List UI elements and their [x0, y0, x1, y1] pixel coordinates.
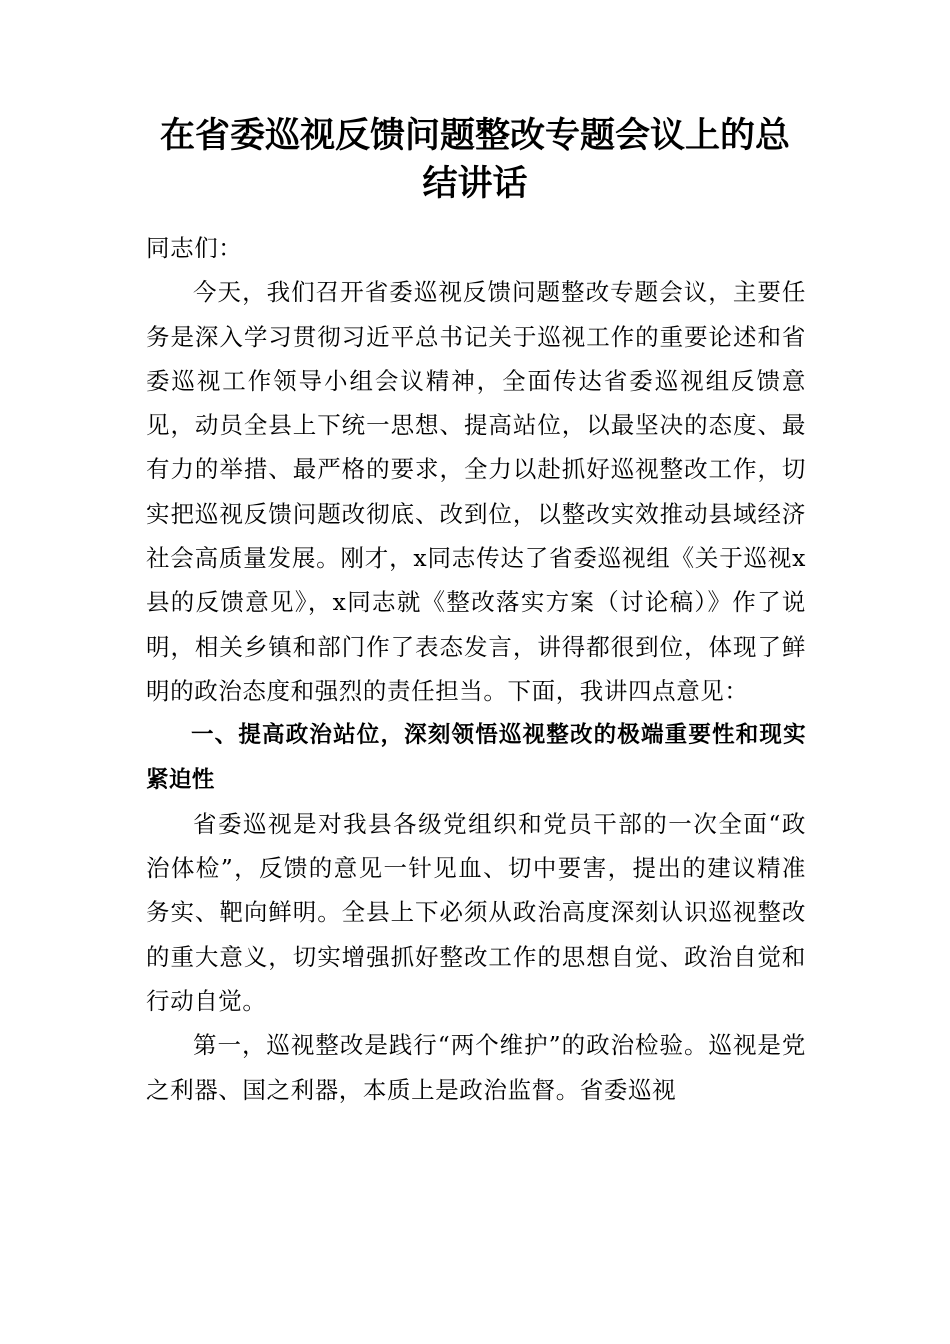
section-1-paragraph-1: 省委巡视是对我县各级党组织和党员干部的一次全面“政治体检”，反馈的意见一针见血、切中要害，提出的建议精准务实、靶向鲜明。全县上下必须从政治高度深刻认识巡视整改的重大意义，切实增强抓好整改工作的思想自觉、政治自觉和行动自觉。 — [146, 809, 806, 1016]
section-heading-1: 一、提高政治站位，深刻领悟巡视整改的极端重要性和现实紧迫性 — [146, 722, 806, 793]
salutation: 同志们： — [146, 234, 243, 262]
opening-paragraph: 今天，我们召开省委巡视反馈问题整改专题会议，主要任务是深入学习贯彻习近平总书记关于巡视工作的重要论述和省委巡视工作领导小组会议精神，全面传达省委巡视组反馈意见，动员全县上下统一思想、提高站位，以最坚决的态度、最有力的举措、最严格的要求，全力以赴抓好巡视整改工作，切实把巡视反馈问题改彻底、改到位，以整改实效推动县域经济社会高质量发展。刚才，x同志传达了省委巡视组《关于巡视x县的反馈意见》，x同志就《整改落实方案（讨论稿）》作了说明，相关乡镇和部门作了表态发言，讲得都很到位，体现了鲜明的政治态度和强烈的责任担当。下面，我讲四点意见： — [146, 278, 806, 705]
document-title: 在省委巡视反馈问题整改专题会议上的总结讲话 — [159, 115, 790, 204]
document-body — [146, 226, 806, 1112]
section-1-paragraph-2: 第一，巡视整改是践行“两个维护”的政治检验。巡视是党之利器、国之利器，本质上是政治监督。省委巡视 — [146, 1031, 806, 1104]
